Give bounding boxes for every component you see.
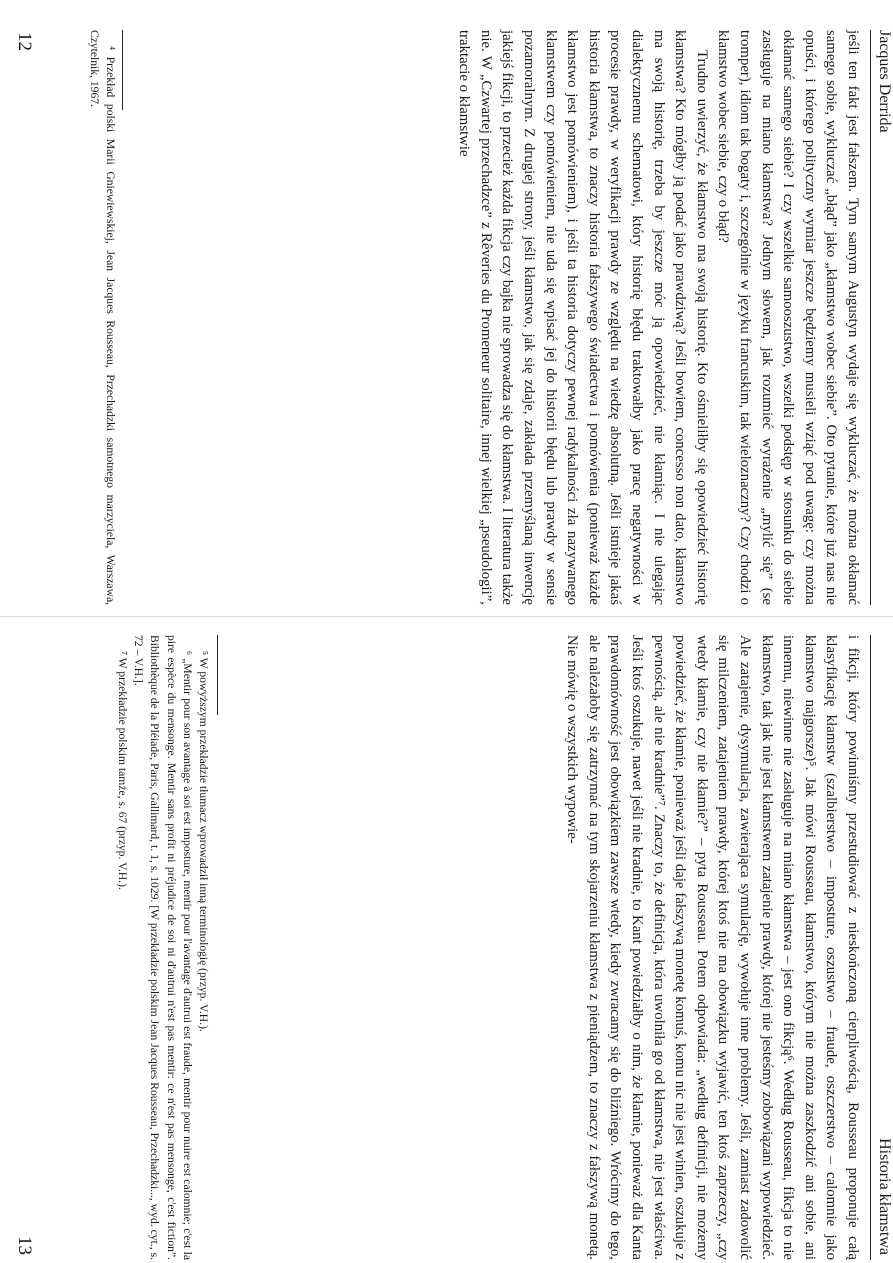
page-number: 13 (14, 1236, 35, 1255)
right-footnotes (114, 635, 211, 1260)
left-body-text (453, 30, 863, 605)
right-body-text (561, 635, 863, 1260)
paragraph: i fikcji, który powinniśmy przestudiować z nieskończoną cierpliwością, Rousseau proponuje całą klasyfikację kłamstw (szalbierstwo – imposture, oszustwo – fraude, oszczerstwo – calomnie jako kłamstwo najgorsze)⁵. Jak mówi Rousseau, kłamstwo, którym nie można zaszkodzić ani sobie, ani innemu, niewinne nie zasługuje na miano kłamstwa – jest ono fikcją⁶. Według Rousseau, fikcja to nie kłamstwo, tak jak nie jest kłamstwem zatajenie prawdy, której nie jesteśmy zobowiązani wypowiedzieć. Ale zatajenie, dysymulacja, zawierająca symulację, wywołuje inne problemy. Jeśli, zamiast zadowolić się milczeniem, zatajeniem prawdy, której ktoś nie ma obowiązku wyjawić, ten ktoś zaprzeczy, „czy wtedy kłamie, czy nie kłamie?” – pyta Rousseau. Potem odpowiada: „według definicji, nie możemy powiedzieć, że kłamie, ponieważ jeśli daje fałszywą monetę komuś, komu nic nie jest winien, oszukuje z pewnością, ale nie kradnie”⁷. Znaczy to, że definicja, która uwolniła go od kłamstwa, nie jest właściwa. Jeśli ktoś oszukuje, nawet jeśli nie kradnie, to Kant powiedziałby o nim, że kłamie, ponieważ dla Kanta prawdomówność jest obowiązkiem zawsze wtedy, kiedy zwracamy się do bliźniego. Wrócimy do tego, ale należałoby się zatrzymać na tym skojarzeniu kłamstwa z pieniądzem, to znaczy z fałszywą monetą. Nie mówię o wszystkich wypowie- (564, 635, 861, 1260)
footnote: ⁵ W powyższym przekładzie tłumacz wprowadził inną terminologię (przyp. V.H.). (197, 651, 210, 1032)
footnote-rule (217, 635, 218, 715)
footnote-rule (122, 30, 123, 110)
header-rule (870, 30, 871, 605)
gutter-divider (0, 616, 893, 617)
paragraph: jeśli ten fakt jest fałszem. Tym samym Augustyn wydaje się wykluczać, że można okłamać samego sobie, wykluczać „błąd” jako „kłamstwo wobec siebie”. Oto pytanie, które już nas nie opuści, i którego polityczny wymiar jeszcze będziemy musieli wziąć pod uwagę: czy można okłamać samego siebie? I czy wszelkie samooszustwo, wszelki podstęp w stosunku do siebie zasługuje na miano kłamstwa? Jednym słowem, jak rozumieć wyrażenie „mylić się” (se tromper), idiom tak bogaty i, szczególnie w języku francuskim, tak wieloznaczny? Czy chodzi o kłamstwo wobec siebie, czy o błąd? (715, 30, 861, 605)
footnote: ⁴ Przekład polski Marii Gniewiewskiej, Jean Jacques Rousseau, Przechadzki samotnego marzyciela, Warszawa, Czytelnik, 1967. (87, 30, 117, 605)
footnote: ⁶ „Mentir pour son avantage à soi est imposture, mentir pour l'avantage d'autrui est fraude, mentir pour nuire est calomnie; c'est la pire espèce du mensonge. Mentir sans profit ni préjudice de soi ni d'autrui n'est pas mentir: ce n'est pas mensonge, c'est fiction”. Bibliothèque de la Pléiade, Paris, Gallimard, t. 1, s. 1029. [W przekładzie polskim Jean Jacques Rousseau, Przechadzki..., wyd. cyt., s. 72 – V.H.]. (132, 635, 194, 1260)
page-number: 12 (14, 32, 35, 51)
left-footnotes (86, 30, 118, 605)
header-rule (870, 635, 871, 1260)
running-header-author: Jacques Derrida (876, 30, 893, 133)
running-header-title: Historia kłamstwa (876, 1138, 893, 1255)
right-book-page (0, 628, 893, 1263)
left-book-page (0, 0, 893, 620)
footnote: ⁷ W przekładzie polskim tamże, s. 67 (przyp. V.H.). (115, 651, 129, 890)
paragraph: Trudno uwierzyć, że kłamstwo ma swoją historię. Kto ośmieliłby się opowiedzieć historię kłamstwa? Kto mógłby ją podać jako prawdziwą? Jeśli bowiem, concesso non dato, kłamstwo ma swoją historię, trzeba by jeszcze móc ją opowiedzieć, nie kłamiąc. I nie ulegając dialektycznemu schematowi, który historię błędu traktowałby jako pracę negatywności w procesie prawdy, w weryfikacji prawdy ze względu na wiedzę absolutną. Jeśli istnieje jakaś historia kłamstwa, to znaczy historia fałszywego świadectwa i pomówienia (ponieważ każde kłamstwo jest pomówieniem), i jeśli ta historia dotyczy pewnej radykalności zła nazywanego kłamstwem czy pomówieniem, nie uda się wpisać jej do historii błędu lub prawdy w sensie pozamoralnym. Z drugiej strony, jeśli kłamstwo, jak się zdaje, zakłada przemyślaną inwencję jakiejś fikcji, to przecież każda fikcja czy bajka nie sprowadza się do kłamstwa. I literatura także nie. W „Czwartej przechadzce” z Rêveries du Promeneur solitaire, innej wielkiej „pseudologii”, traktacie o kłamstwie (456, 30, 710, 605)
